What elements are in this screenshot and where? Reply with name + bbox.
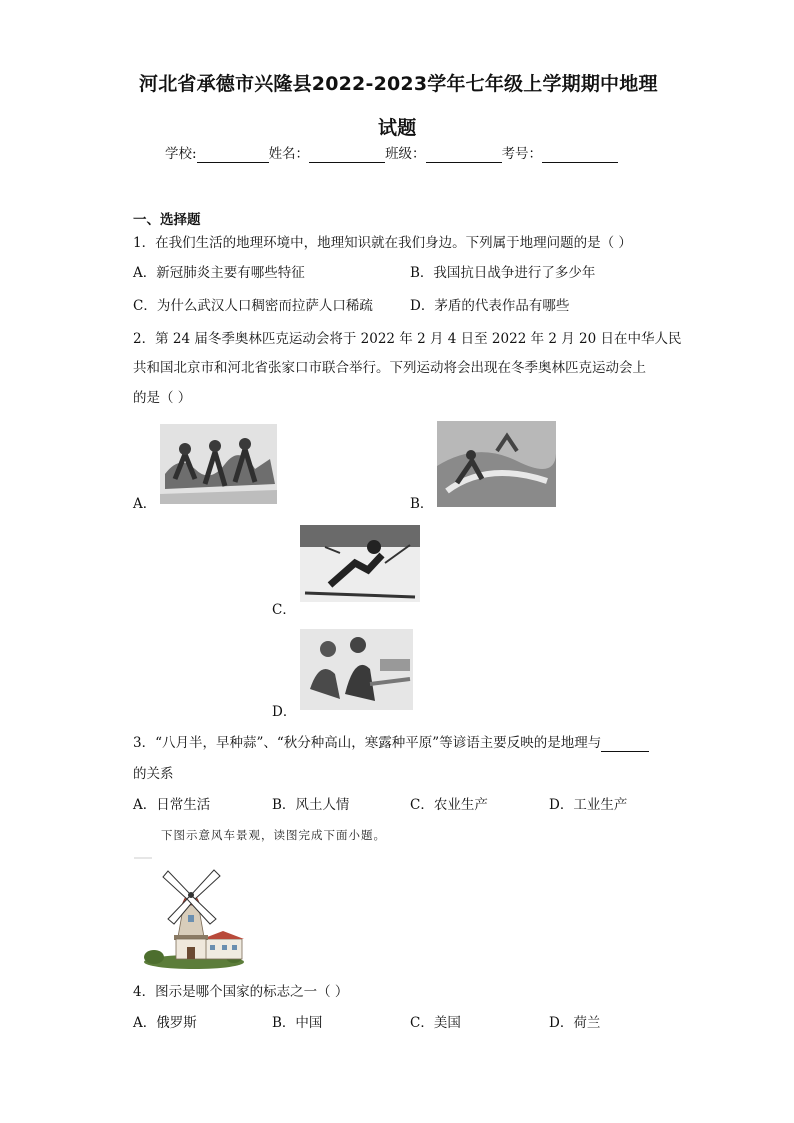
number-field[interactable]: [542, 148, 618, 163]
q4-option-d: D．荷兰: [549, 1015, 601, 1031]
q2-option-a-image: [160, 424, 277, 504]
question-3-blank[interactable]: [601, 737, 649, 752]
q2-option-c-image: [300, 525, 420, 602]
page-title-line2: 试题: [378, 117, 417, 139]
q2-option-d-label: D．: [272, 704, 297, 720]
q1-option-a: A．新冠肺炎主要有哪些特征: [133, 265, 305, 281]
question-1-stem: 1．在我们生活的地理环境中，地理知识就在我们身边。下列属于地理问题的是（ ）: [133, 235, 632, 251]
name-label: 姓名：: [268, 146, 310, 162]
question-2-stem-line3: 的是（ ）: [133, 390, 192, 406]
q4-option-c: C．美国: [410, 1015, 461, 1031]
class-label: 班级：: [385, 146, 426, 162]
q2-option-b-label: B．: [410, 496, 434, 512]
school-field[interactable]: [197, 148, 269, 163]
q4-option-a: A．俄罗斯: [133, 1015, 197, 1031]
question-4-intro: 下图示意风车景观，读图完成下面小题。: [161, 828, 386, 842]
q3-option-d: D．工业生产: [549, 797, 628, 813]
question-2-stem-line2: 共和国北京市和河北省张家口市联合举行。下列运动将会出现在冬季奥林匹克运动会上: [133, 360, 646, 376]
number-label: 考号：: [501, 146, 543, 162]
q2-option-a-label: A．: [133, 496, 157, 512]
q2-option-d-image: [300, 629, 413, 710]
question-3-stem-line1: [133, 734, 649, 752]
school-label: 学校:: [165, 146, 197, 162]
section-title: 一、选择题: [133, 212, 201, 228]
q1-option-c: C．为什么武汉人口稠密而拉萨人口稀疏: [133, 298, 373, 314]
q3-option-a: A．日常生活: [133, 797, 211, 813]
name-field[interactable]: [309, 148, 385, 163]
q2-option-c-label: C．: [272, 602, 296, 618]
q3-option-c: C．农业生产: [410, 797, 488, 813]
q2-option-b-image: [437, 421, 556, 507]
class-field[interactable]: [426, 148, 502, 163]
q1-option-d: D．茅盾的代表作品有哪些: [410, 298, 570, 314]
q3-option-b: B．风土人情: [272, 797, 350, 813]
question-2-stem-line1: 2．第 24 届冬季奥林匹克运动会将于 2022 年 2 月 4 日至 2022 年 2 月 20 日在中华人民: [133, 331, 682, 347]
question-3-stem-text: 3．“八月半，早种蒜”、“秋分种高山，寒露种平原”等谚语主要反映的是地理与: [133, 735, 602, 751]
question-3-stem-line2: 的关系: [133, 766, 174, 782]
question-4-stem: 4．图示是哪个国家的标志之一（ ）: [133, 984, 349, 1000]
page-title-line1: 河北省承德市兴隆县2022-2023学年七年级上学期期中地理: [139, 73, 658, 95]
q4-option-b: B．中国: [272, 1015, 323, 1031]
windmill-image: [132, 853, 247, 970]
student-info-line: [165, 145, 618, 163]
q1-option-b: B．我国抗日战争进行了多少年: [410, 265, 596, 281]
